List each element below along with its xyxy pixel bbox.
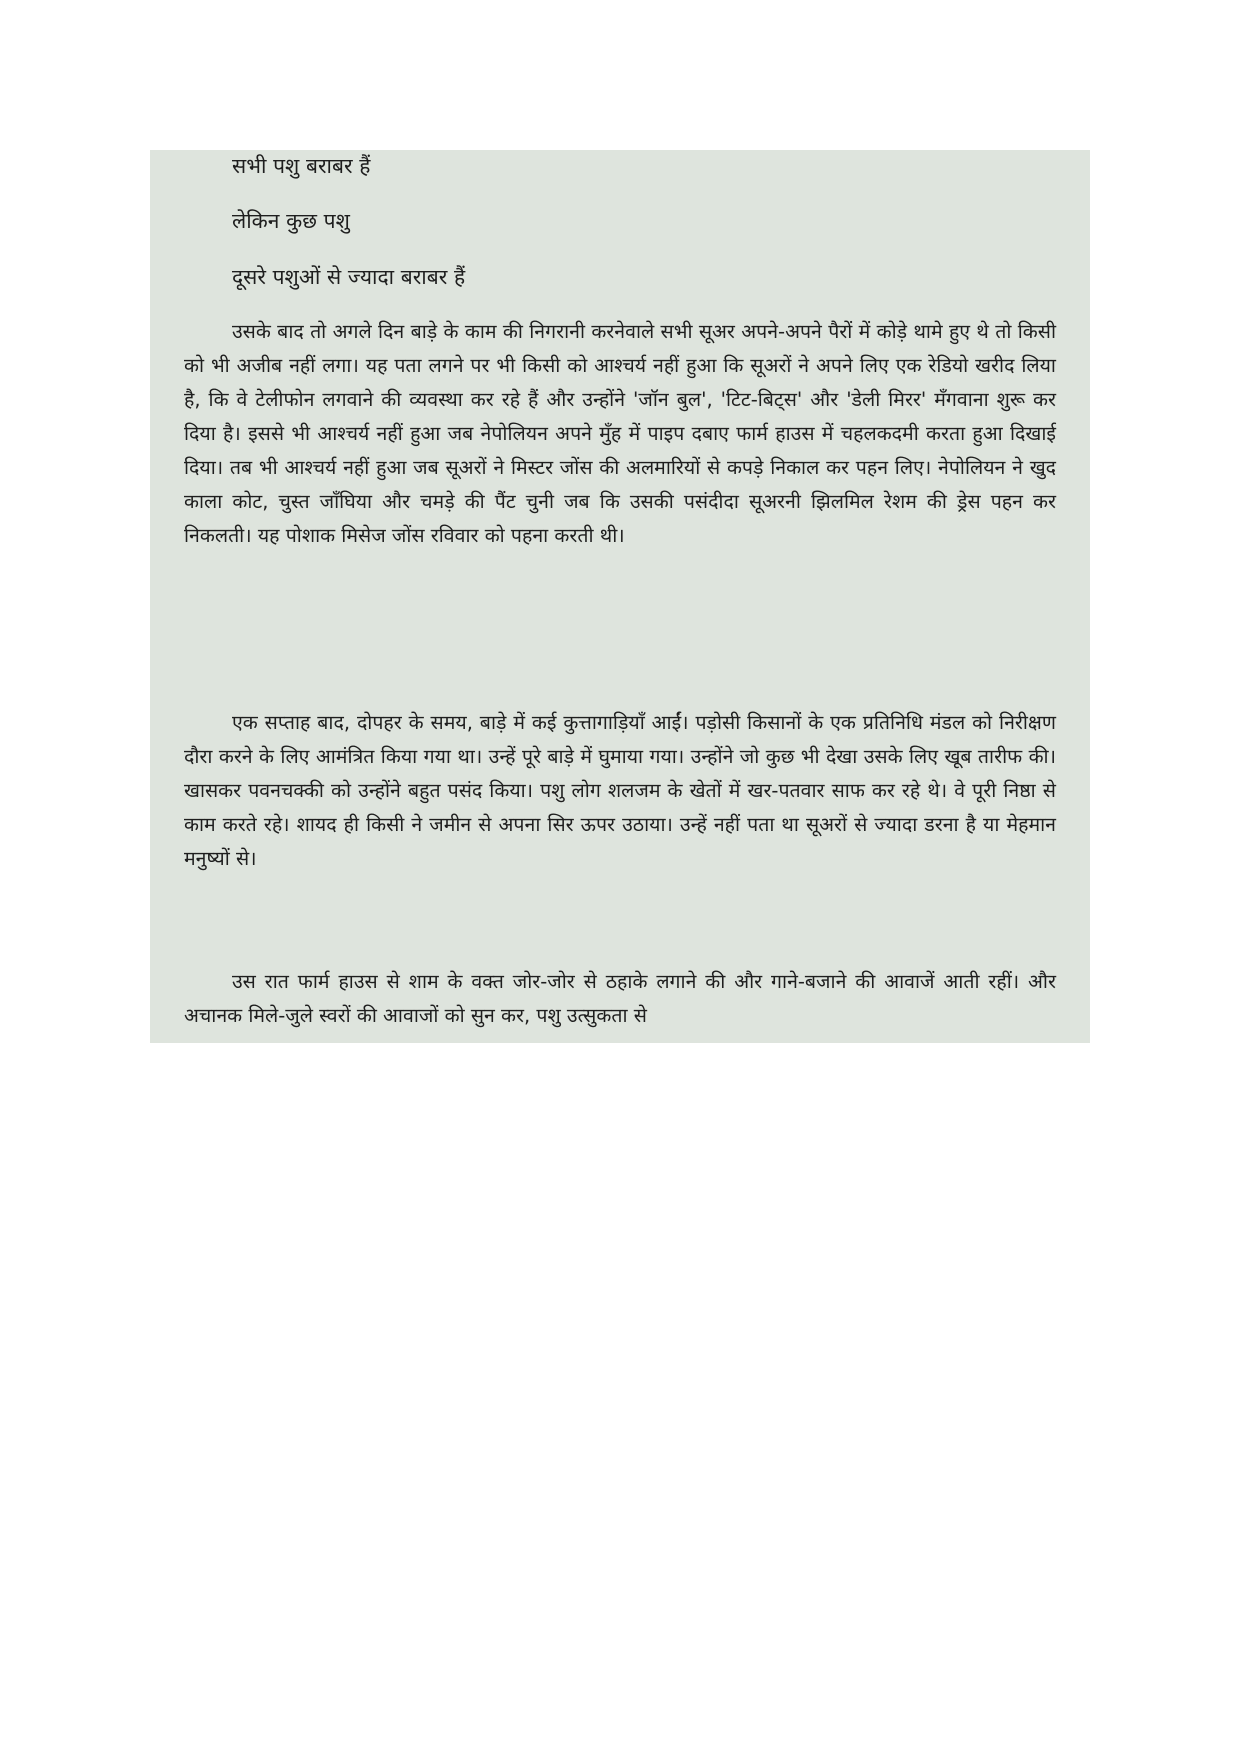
verse-line-2: लेकिन कुछ पशु (232, 209, 350, 233)
paragraph-3: उस रात फार्म हाउस से शाम के वक्त जोर-जोर से ठहाके लगाने की और गाने-बजाने की आवाजें आती रहीं। और अचानक मिले-जुले स्वरों की आवाजों को सुन कर, पशु उत्सुकता से (184, 970, 1056, 1027)
paragraph-2: एक सप्ताह बाद, दोपहर के समय, बाड़े में कई कुत्तागाड़ियाँ आईं। पड़ोसी किसानों के एक प्रतिनिधि मंडल को निरीक्षण दौरा करने के लिए आमंत्रित किया गया था। उन्हें पूरे बाड़े में घुमाया गया। उन्होंने जो कुछ भी देखा उसके लिए खूब तारीफ की। खासकर पवनचक्की को उन्होंने बहुत पसंद किया। पशु लोग शलजम के खेतों में खर-पतवार साफ कर रहे थे। वे पूरी निष्ठा से काम करते रहे। शायद ही किसी ने जमीन से अपना सिर ऊपर उठाया। उन्हें नहीं पता था सूअरों से ज्यादा डरना है या मेहमान मनुष्यों से। (184, 711, 1056, 870)
paragraph-1: उसके बाद तो अगले दिन बाड़े के काम की निगरानी करनेवाले सभी सूअर अपने-अपने पैरों में कोड़े थामे हुए थे तो किसी को भी अजीब नहीं लगा। यह पता लगने पर भी किसी को आश्चर्य नहीं हुआ कि सूअरों ने अपने लिए एक रेडियो खरीद लिया है, कि वे टेलीफोन लगवाने की व्यवस्था कर रहे हैं और उन्होंने 'जॉन बुल', 'टिट-बिट्स' और 'डेली मिरर' मँगवाना शुरू कर दिया है। इससे भी आश्चर्य नहीं हुआ जब नेपोलियन अपने मुँह में पाइप दबाए फार्म हाउस में चहलकदमी करता हुआ दिखाई दिया। तब भी आश्चर्य नहीं हुआ जब सूअरों ने मिस्टर जोंस की अलमारियों से कपड़े निकाल कर पहन लिए। नेपोलियन ने खुद काला कोट, चुस्त जाँघिया और चमड़े की पैंट चुनी जब कि उसकी पसंदीदा सूअरनी झिलमिल रेशम की ड्रेस पहन कर निकलती। यह पोशाक मिसेज जोंस रविवार को पहना करती थी। (184, 320, 1056, 547)
scanned-page (150, 150, 1090, 1043)
verse-line-1: सभी पशु बराबर हैं (232, 154, 371, 178)
verse-line-3: दूसरे पशुओं से ज्यादा बराबर हैं (232, 265, 466, 289)
